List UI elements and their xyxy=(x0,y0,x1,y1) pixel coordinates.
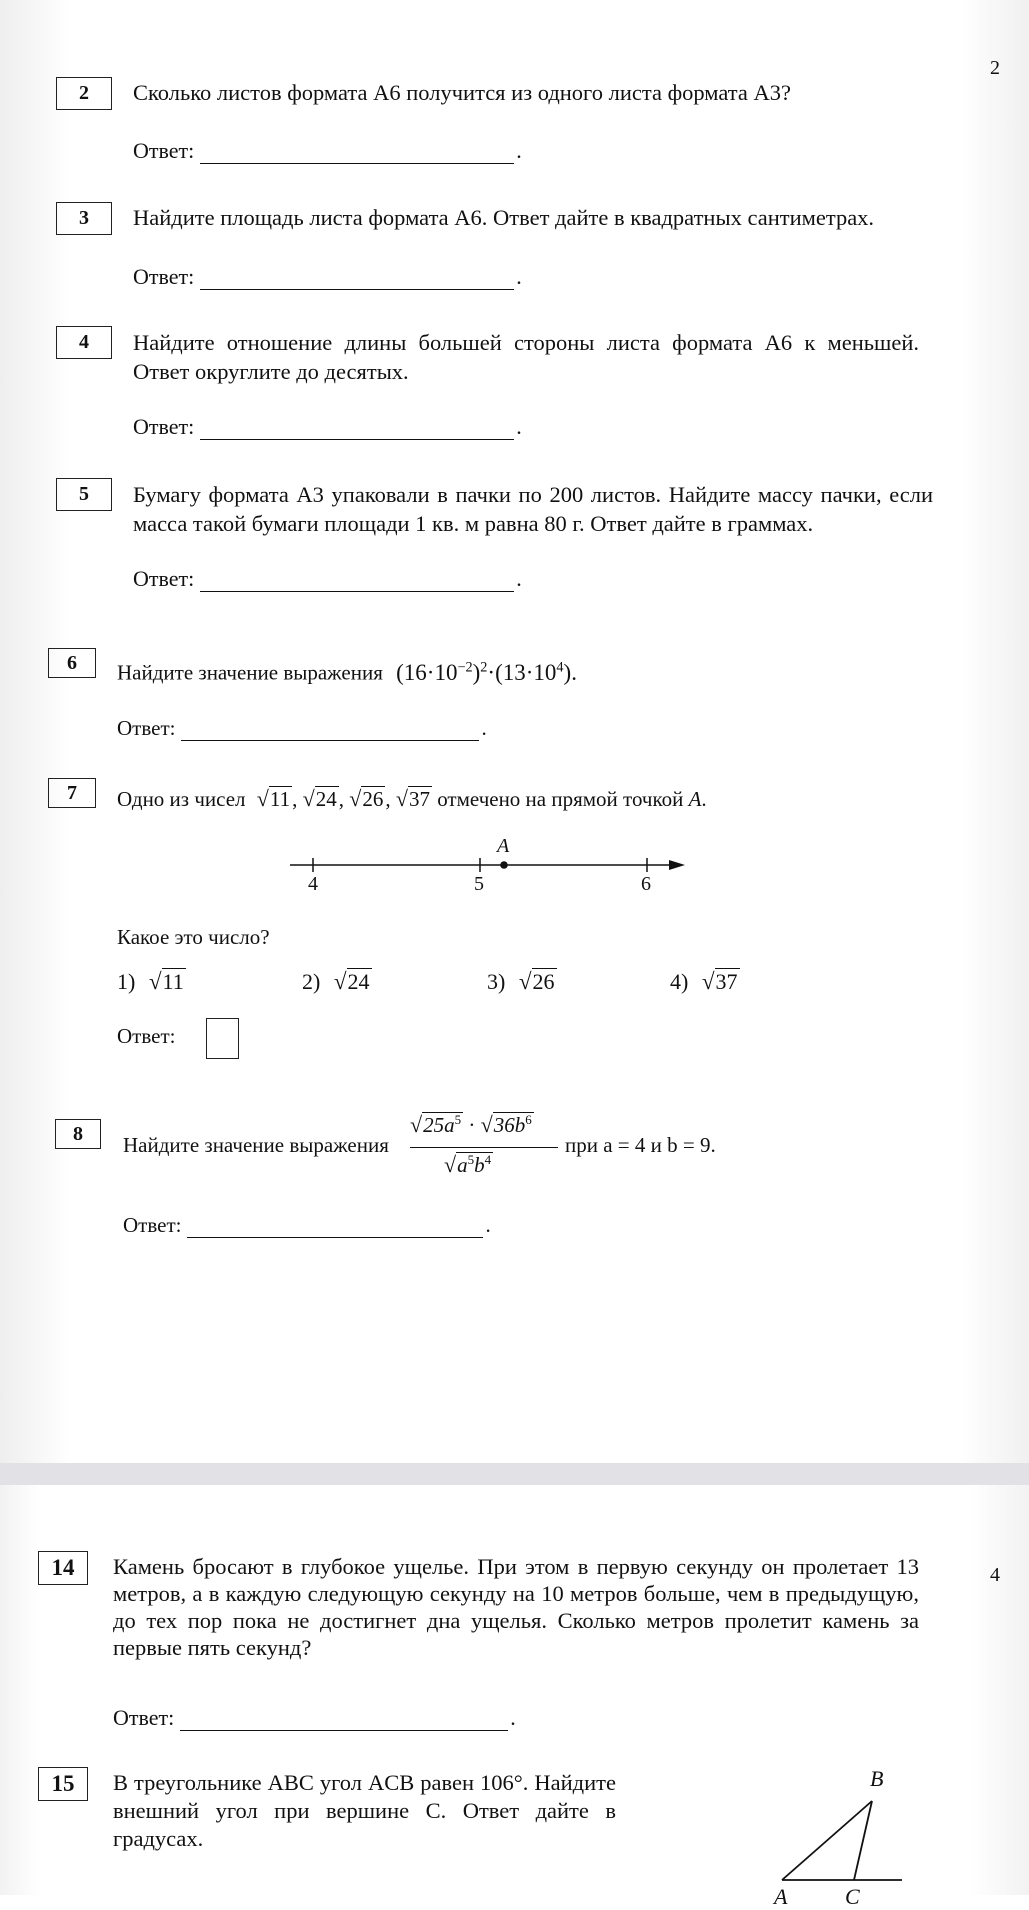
page-separator xyxy=(0,1463,1029,1485)
option-2[interactable]: 2) √24 xyxy=(302,968,370,994)
option-1[interactable]: 1) √11 xyxy=(117,968,184,994)
page-number: 4 xyxy=(990,1564,1000,1586)
axis-arrow xyxy=(669,860,685,870)
answer-label: Ответ: xyxy=(117,1024,176,1048)
question-number-5: 5 xyxy=(56,478,112,511)
answer-label: Ответ: xyxy=(133,138,195,163)
question-number-14: 14 xyxy=(38,1551,88,1585)
answer-period: . xyxy=(516,566,522,591)
answer-field-14[interactable] xyxy=(180,1708,508,1731)
tick-label-4: 4 xyxy=(308,873,318,895)
answer-period: . xyxy=(516,138,522,163)
root-3: √26 xyxy=(349,786,384,811)
answer-period: . xyxy=(485,1213,491,1237)
question-15-text: В треугольнике ABC угол ACB равен 106°. Найдите внешний угол при вершине C. Ответ дайте в градусах. xyxy=(113,1770,616,1851)
question-number-8: 8 xyxy=(55,1119,101,1149)
answer-period: . xyxy=(510,1705,516,1730)
answer-label: Ответ: xyxy=(117,716,176,740)
question-7-prompt: Какое это число? xyxy=(117,925,270,949)
page-number: 2 xyxy=(990,57,1000,79)
question-number-6: 6 xyxy=(48,648,96,678)
answer-field-6[interactable] xyxy=(181,718,479,741)
answer-row-8 xyxy=(123,1213,491,1238)
fraction-denominator: $√a^5b^4$ xyxy=(444,1152,492,1177)
root-1: √11 xyxy=(256,786,291,811)
question-number-4: 4 xyxy=(56,326,112,359)
answer-label: Ответ: xyxy=(113,1705,175,1730)
expr-part-b: (13·10 xyxy=(495,659,557,685)
expr-part-a: (16·10 xyxy=(396,659,458,685)
answer-period: . xyxy=(516,414,522,439)
answer-box-7[interactable] xyxy=(206,1018,239,1059)
q7-lead: Одно из чисел xyxy=(117,787,246,811)
question-number-2: 2 xyxy=(56,77,112,110)
answer-row-2 xyxy=(133,138,522,164)
answer-period: . xyxy=(516,264,522,289)
answer-label: Ответ: xyxy=(133,264,195,289)
root-4: √37 xyxy=(395,786,430,811)
question-5-text: Бумагу формата А3 упаковали в пачки по 200 листов. Найдите массу пачки, если масса такой бумаги площади 1 кв. м равна 80 г. Ответ дайте в граммах. xyxy=(133,482,933,536)
point-a-dot xyxy=(500,861,508,869)
question-8-condition: при a = 4 и b = 9. xyxy=(565,1133,716,1157)
answer-row-7 xyxy=(117,1024,175,1049)
answer-field-5[interactable] xyxy=(200,569,514,592)
root-2: √24 xyxy=(302,786,337,811)
fraction-numerator: $√25a^5 \cdot √36b^6$ xyxy=(410,1112,532,1137)
answer-period: . xyxy=(481,716,487,740)
answer-row-3 xyxy=(133,264,522,290)
question-8-text: Найдите значение выражения xyxy=(123,1133,389,1157)
fraction-bar xyxy=(410,1147,558,1148)
expr-close-b: ). xyxy=(563,659,577,685)
question-3-text: Найдите площадь листа формата А6. Ответ дайте в квадратных сантиметрах. xyxy=(133,205,875,230)
question-7-text: Одно из чисел √11, √24, √26, √37 отмечено на прямой точкой A. xyxy=(117,784,817,814)
expr-mul: · xyxy=(487,659,496,685)
question-4-text: Найдите отношение длины большей стороны листа формата А6 к меньшей. Ответ округлите до десятых. xyxy=(133,330,919,384)
answer-row-6 xyxy=(117,716,487,741)
number-line xyxy=(280,835,700,895)
expr-exp-a: −2 xyxy=(457,659,473,675)
expr-exp-square: 2 xyxy=(480,659,488,675)
vertex-b-label: B xyxy=(870,1766,884,1791)
answer-row-4 xyxy=(133,414,522,440)
vertex-a-label: A xyxy=(774,1884,788,1909)
answer-label: Ответ: xyxy=(123,1213,182,1237)
option-4[interactable]: 4) √37 xyxy=(670,968,738,994)
tick-label-5: 5 xyxy=(474,873,484,895)
answer-label: Ответ: xyxy=(133,414,195,439)
vertex-c-label: C xyxy=(845,1884,860,1909)
q7-point-name: A xyxy=(688,787,702,811)
answer-field-8[interactable] xyxy=(187,1215,483,1238)
expr-exp-b: 4 xyxy=(556,659,564,675)
question-6-lead: Найдите значение выражения xyxy=(117,660,383,685)
question-number-7: 7 xyxy=(48,778,96,808)
line-cb xyxy=(854,1801,872,1880)
question-number-15: 15 xyxy=(38,1767,88,1801)
question-2-text: Сколько листов формата А6 получится из одного листа формата А3? xyxy=(133,80,792,105)
answer-row-14 xyxy=(113,1705,516,1731)
question-14-text: Камень бросают в глубокое ущелье. При этом в первую секунду он пролетает 13 метров, а в каждую следующую секунду на 10 метров больше, чем в предыдущую, до тех пор пока не достигнет дна ущелья. Сколько метров пролетит камень за первые пять секунд? xyxy=(113,1554,919,1660)
point-a-label: A xyxy=(497,835,510,857)
expr-close-a: ) xyxy=(472,659,481,685)
triangle-diagram xyxy=(770,1785,910,1895)
answer-field-2[interactable] xyxy=(200,141,514,164)
answer-field-4[interactable] xyxy=(200,417,514,440)
q7-trail: отмечено на прямой точкой xyxy=(437,787,684,811)
answer-field-3[interactable] xyxy=(200,267,514,290)
option-3[interactable]: 3) √26 xyxy=(487,968,555,994)
question-6-text xyxy=(117,653,737,688)
answer-label: Ответ: xyxy=(133,566,195,591)
expression-6 xyxy=(396,660,577,685)
exam-page-4 xyxy=(0,1485,1029,1909)
answer-row-5 xyxy=(133,566,522,592)
question-number-3: 3 xyxy=(56,202,112,235)
line-ab xyxy=(782,1801,872,1880)
tick-label-6: 6 xyxy=(641,873,651,895)
